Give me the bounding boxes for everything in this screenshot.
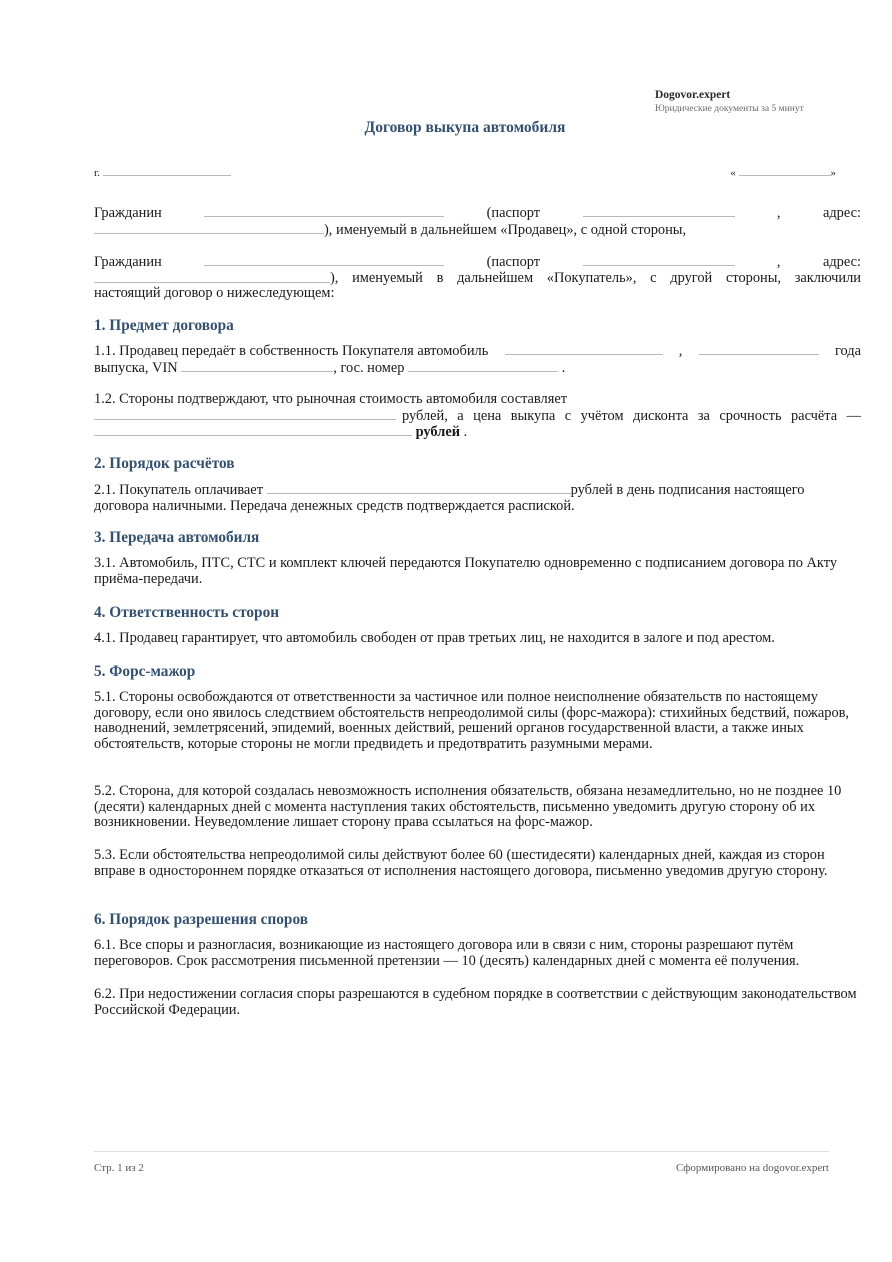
section-1-1: [94, 343, 861, 376]
seller-address-label: адрес:: [822, 205, 861, 221]
buyer-comma: ,: [776, 254, 781, 270]
section-1-2: [94, 392, 861, 441]
city-prefix: г.: [94, 167, 101, 179]
vin-blank[interactable]: [181, 360, 333, 372]
seller-passport-blank[interactable]: [583, 205, 735, 217]
section-3-1: 3.1. Автомобиль, ПТС, СТС и комплект ключей передаются Покупателю одновременно с подписанием договора по Акту приёма-передачи.: [94, 555, 838, 587]
clause-2-1-text-a: 2.1. Покупатель оплачивает: [94, 482, 263, 498]
buyer-tail: ), именуемый в дальнейшем «Покупатель», с другой стороны, заключили: [330, 269, 861, 286]
clause-1-2-text-a: 1.2. Стороны подтверждают, что рыночная стоимость автомобиля составляет: [94, 391, 568, 407]
buyer-name-blank[interactable]: [204, 254, 444, 266]
section-3-title: 3. Передача автомобиля: [94, 529, 260, 546]
clause-1-2-text-b: рублей, а цена выкупа с учётом дисконта за срочность расчёта —: [402, 407, 861, 424]
car-model-blank[interactable]: [505, 343, 663, 355]
buyer-address-label: адрес:: [822, 254, 861, 270]
buyer-passport-label: (паспорт: [486, 254, 541, 270]
section-4-1: 4.1. Продавец гарантирует, что автомобиль свободен от прав третьих лиц, не находится в залоге и под арестом.: [94, 630, 775, 646]
section-6-title: 6. Порядок разрешения споров: [94, 911, 308, 928]
car-year-blank[interactable]: [699, 343, 819, 355]
seller-address-blank[interactable]: [94, 222, 324, 234]
section-4-title: 4. Ответственность сторон: [94, 604, 280, 621]
section-5-3: 5.3. Если обстоятельства непреодолимой силы действуют более 60 (шестидесяти) календарных дней, каждая из сторон вправе в одностороннем порядке отказаться от исполнения настоящего договора, письменно уведомив другую сторону.: [94, 847, 828, 879]
market-price-blank[interactable]: [94, 408, 396, 420]
plate-blank[interactable]: [408, 360, 558, 372]
section-5-2: 5.2. Сторона, для которой создалась невозможность исполнения обязательств, обязана незамедлительно, но не позднее 10 (десяти) календарных дней с момента наступления таких обстоятельств, письменно уведомить другую сторону об их возникновении. Неуведомление лишает сторону права ссылаться на форс-мажор.: [94, 783, 842, 831]
clause-1-1-text-a: 1.1. Продавец передаёт в собственность Покупателя автомобиль: [94, 343, 489, 359]
page-number: Стр. 1 из 2: [94, 1162, 144, 1174]
generated-note: Сформировано на dogovor.expert: [675, 1162, 829, 1174]
section-2-1: [94, 482, 861, 514]
buyer-label: Гражданин: [94, 254, 162, 270]
seller-name-blank[interactable]: [204, 205, 444, 217]
seller-tail: ), именуемый в дальнейшем «Продавец», с одной стороны,: [324, 221, 687, 238]
section-5-1: 5.1. Стороны освобождаются от ответственности за частичное или полное неисполнение обязательств по настоящему договору, если оно явилось следствием обстоятельств непреодолимой силы (форс-мажора): стихийных бедствий, пожаров, наводнений, землетрясений, эпидемий, военных действий, решений органов государственной власти, а также иных обстоятельств, которые стороны не могли предвидеть и предотвратить разумными мерами.: [94, 689, 850, 752]
document-title: Договор выкупа автомобиля: [364, 119, 566, 136]
clause-1-1-comma: ,: [678, 343, 683, 359]
brand-name: Dogovor.expert: [655, 89, 731, 101]
clause-1-1-text-e: .: [561, 359, 566, 376]
buyer-tail-2: настоящий договор о нижеследующем:: [94, 285, 335, 302]
seller-label: Гражданин: [94, 205, 162, 221]
brand-tagline: Юридические документы за 5 минут: [655, 104, 804, 114]
clause-1-2-rub-bold: рублей: [415, 424, 461, 441]
payment-amount-blank[interactable]: [267, 482, 571, 494]
brand-block: [655, 88, 855, 117]
clause-1-1-text-d: , гос. номер: [333, 359, 405, 376]
buyer-party: [94, 254, 861, 302]
footer-divider: [94, 1151, 829, 1152]
clause-1-2-period: .: [463, 424, 468, 441]
clause-2-1-text-b: рублей в день подписания настоящего: [570, 482, 805, 498]
section-2-title: 2. Порядок расчётов: [94, 455, 235, 472]
section-6-1: 6.1. Все споры и разногласия, возникающие из настоящего договора или в связи с ним, стороны разрешают путём переговоров. Срок рассмотрения письменной претензии — 10 (десять) календарных дней с момента её получения.: [94, 937, 800, 969]
date-close-quote: »: [830, 167, 836, 179]
buyout-price-blank[interactable]: [94, 424, 412, 436]
clause-1-1-text-c: выпуска, VIN: [94, 359, 178, 376]
clause-1-1-text-b: года: [834, 343, 861, 359]
date-open-quote: «: [730, 167, 736, 179]
seller-party: [94, 205, 861, 238]
city-blank[interactable]: [103, 164, 231, 176]
section-6-2: 6.2. При недостижении согласия споры разрешаются в судебном порядке в соответствии с действующим законодательством Российской Федерации.: [94, 986, 857, 1018]
date-blank[interactable]: [739, 164, 831, 176]
seller-passport-label: (паспорт: [486, 205, 541, 221]
buyer-address-blank[interactable]: [94, 271, 330, 283]
buyer-passport-blank[interactable]: [583, 254, 735, 266]
section-5-title: 5. Форс-мажор: [94, 663, 196, 680]
clause-2-1-text-c: договора наличными. Передача денежных средств подтверждается распиской.: [94, 497, 575, 514]
section-1-title: 1. Предмет договора: [94, 317, 234, 334]
seller-comma: ,: [776, 205, 781, 221]
